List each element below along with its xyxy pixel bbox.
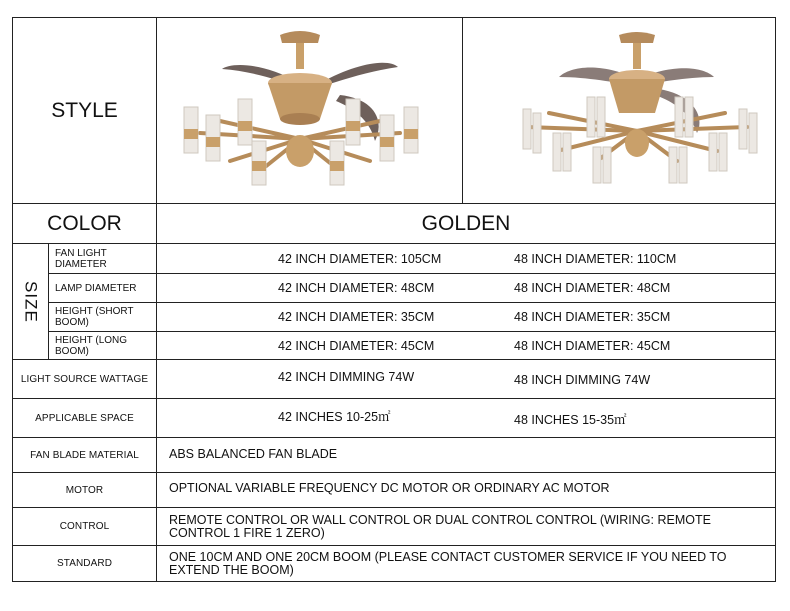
- size-row-label: HEIGHT (SHORT BOOM): [55, 306, 134, 328]
- space-label: APPLICABLE SPACE: [35, 412, 134, 424]
- ceiling-fan-48-image: [469, 21, 769, 201]
- product-image-42: [157, 18, 462, 203]
- size-row-label: LAMP DIAMETER: [55, 282, 137, 294]
- standard-label: STANDARD: [56, 558, 113, 569]
- size-value-48: 48 INCH DIAMETER: 35CM: [514, 310, 671, 324]
- style-label: STYLE: [51, 98, 118, 122]
- size-value-42: 42 INCH DIAMETER: 48CM: [278, 281, 435, 295]
- control-label: CONTROL: [59, 521, 110, 532]
- color-value: GOLDEN: [421, 211, 511, 235]
- standard-value: ONE 10CM AND ONE 20CM BOOM (PLEASE CONTACT CUSTOMER SERVICE IF YOU NEED TO EXTEND THE BOOM): [169, 549, 727, 577]
- wattage-value-42: 42 INCH DIMMING 74W: [278, 370, 415, 384]
- blade-label: FAN BLADE MATERIAL: [30, 449, 139, 461]
- size-value-42: 42 INCH DIAMETER: 35CM: [278, 310, 435, 324]
- motor-label: MOTOR: [65, 484, 104, 496]
- size-value-42: 42 INCH DIAMETER: 45CM: [278, 338, 435, 353]
- color-label: COLOR: [47, 211, 122, 235]
- product-image-48: [463, 18, 775, 203]
- motor-value: OPTIONAL VARIABLE FREQUENCY DC MOTOR OR ORDINARY AC MOTOR: [169, 480, 610, 495]
- size-value-48: 48 INCH DIAMETER: 48CM: [514, 281, 671, 295]
- size-value-48: 48 INCH DIAMETER: 110CM: [514, 251, 677, 266]
- space-value-42: 42 INCHES 10-25㎡: [278, 410, 391, 424]
- wattage-label: LIGHT SOURCE WATTAGE: [20, 373, 149, 385]
- control-value: REMOTE CONTROL OR WALL CONTROL OR DUAL CONTROL CONTROL (WIRING: REMOTE CONTROL 1 FIRE 1 ZERO): [169, 512, 711, 540]
- size-value-48: 48 INCH DIAMETER: 45CM: [514, 338, 671, 353]
- size-value-42: 42 INCH DIAMETER: 105CM: [278, 251, 442, 266]
- spec-table: [12, 17, 776, 582]
- size-row-label: HEIGHT (LONG BOOM): [55, 334, 128, 357]
- space-value-48: 48 INCHES 15-35㎡: [514, 413, 627, 427]
- size-label: SIZE: [21, 280, 41, 323]
- ceiling-fan-42-image: [160, 21, 460, 201]
- blade-value: ABS BALANCED FAN BLADE: [169, 446, 338, 461]
- size-row-label: FAN LIGHT DIAMETER: [55, 247, 107, 270]
- wattage-value-48: 48 INCH DIMMING 74W: [514, 373, 651, 387]
